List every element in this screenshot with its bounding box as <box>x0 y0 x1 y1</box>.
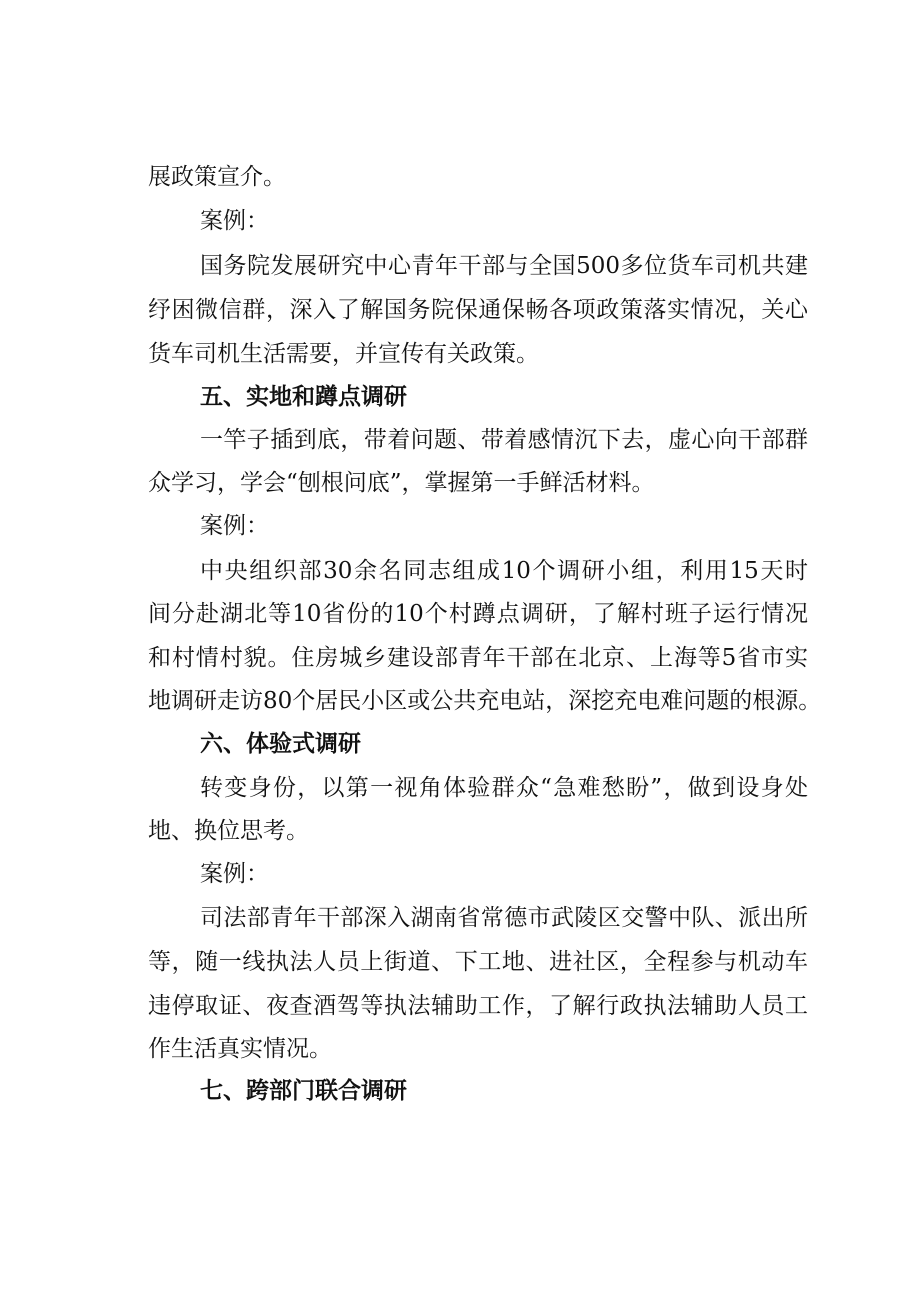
paragraph-line: 违停取证、夜查酒驾等执法辅助工作，了解行政执法辅助人员工 <box>148 993 808 1019</box>
paragraph-line: 货车司机生活需要，并宣传有关政策。 <box>148 341 539 367</box>
case-label: 案例： <box>200 513 269 539</box>
section-heading: 六、体验式调研 <box>200 731 361 757</box>
paragraph-line: 转变身份，以第一视角体验群众“急难愁盼”，做到设身处 <box>200 775 808 801</box>
section-heading: 七、跨部门联合调研 <box>200 1078 407 1104</box>
paragraph-line: 作生活真实情况。 <box>148 1036 332 1062</box>
paragraph-line: 间分赴湖北等10省份的10个村蹲点调研，了解村班子运行情况 <box>148 601 808 627</box>
paragraph-line: 等，随一线执法人员上街道、下工地、进社区，全程参与机动车 <box>148 949 808 975</box>
paragraph-line: 纾困微信群，深入了解国务院保通保畅各项政策落实情况，关心 <box>148 297 808 323</box>
paragraph-line: 地调研走访80个居民小区或公共充电站，深挖充电难问题的根源。 <box>148 688 822 714</box>
paragraph-line: 众学习，学会“刨根问底”，掌握第一手鲜活材料。 <box>148 470 655 496</box>
paragraph-line: 和村情村貌。住房城乡建设部青年干部在北京、上海等5省市实 <box>148 645 808 671</box>
paragraph-line: 一竿子插到底，带着问题、带着感情沉下去，虚心向干部群 <box>200 427 808 453</box>
paragraph-line: 中央组织部30余名同志组成10个调研小组，利用15天时 <box>200 558 808 584</box>
case-label: 案例： <box>200 208 269 234</box>
paragraph-line: 国务院发展研究中心青年干部与全国500多位货车司机共建 <box>200 253 808 279</box>
paragraph-line: 司法部青年干部深入湖南省常德市武陵区交警中队、派出所 <box>200 905 808 931</box>
paragraph-line: 展政策宣介。 <box>148 164 286 190</box>
section-heading: 五、实地和蹲点调研 <box>200 384 407 410</box>
case-label: 案例： <box>200 861 269 887</box>
paragraph-line: 地、换位思考。 <box>148 818 309 844</box>
